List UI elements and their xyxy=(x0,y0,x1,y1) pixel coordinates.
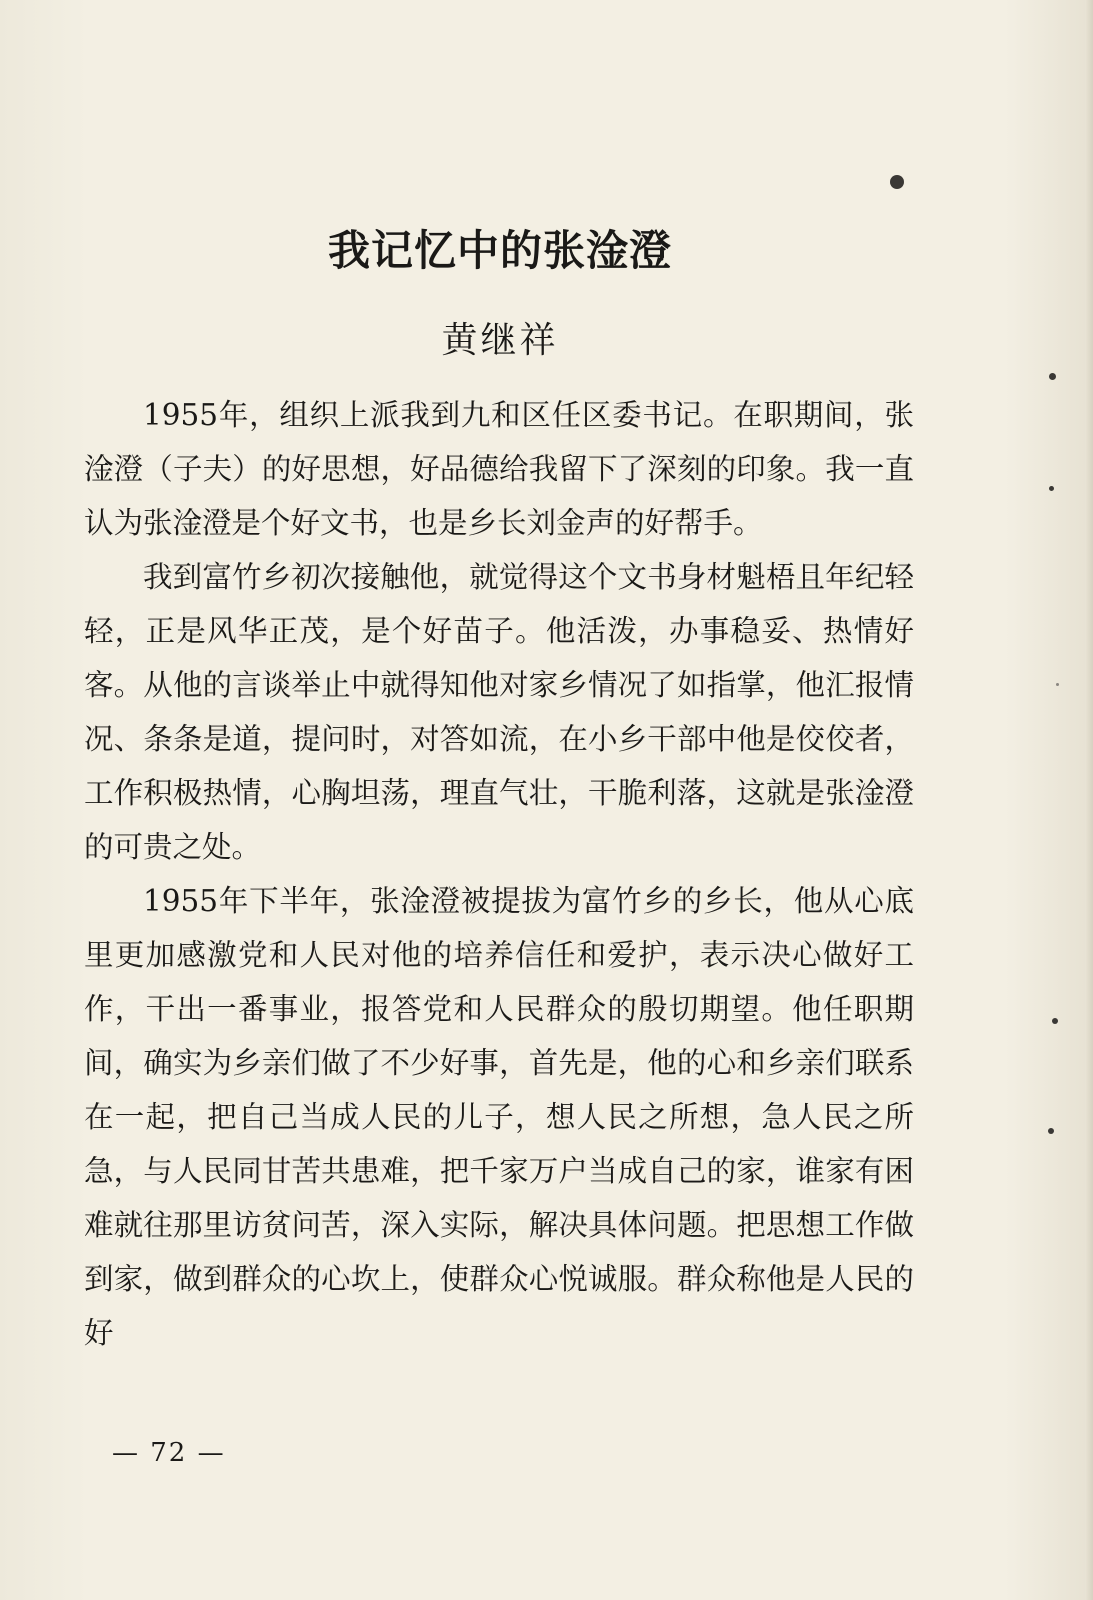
ink-speck xyxy=(1056,683,1059,686)
ink-speck xyxy=(1048,1128,1054,1134)
article-author: 黄继祥 xyxy=(441,320,559,361)
article-title: 我记忆中的张淦澄 xyxy=(327,226,672,275)
page-number: — 72 — xyxy=(112,1438,226,1468)
ink-speck xyxy=(1052,1018,1058,1024)
paragraph-3: 1955年下半年，张淦澄被提拔为富竹乡的乡长，他从心底里更加感激党和人民对他的培养信任和爱护，表示决心做好工作，干出一番事业，报答党和人民群众的殷切期望。他任职期间，确实为乡亲们做了不少好事，首先是，他的心和乡亲们联系在一起，把自己当成人民的儿子，想人民之所想，急人民之所急，与人民同甘苦共患难，把千家万户当成自己的家，谁家有困难就往那里访贫问苦，深入实际，解决具体问题。把思想工作做到家，做到群众的心坎上，使群众心悦诚服。群众称他是人民的好 xyxy=(84,884,914,1350)
page-edge xyxy=(1085,0,1093,1600)
ink-speck xyxy=(890,175,904,189)
paragraph-1: 1955年，组织上派我到九和区任区委书记。在职期间，张淦澄（子夫）的好思想，好品德给我留下了深刻的印象。我一直认为张淦澄是个好文书，也是乡长刘金声的好帮手。 xyxy=(84,398,914,540)
ink-speck xyxy=(1049,373,1056,380)
ink-speck xyxy=(1049,486,1054,491)
article-body xyxy=(84,388,914,1360)
paragraph-2: 我到富竹乡初次接触他，就觉得这个文书身材魁梧且年纪轻轻，正是风华正茂，是个好苗子。他活泼，办事稳妥、热情好客。从他的言谈举止中就得知他对家乡情况了如指掌，他汇报情况、条条是道，提问时，对答如流，在小乡干部中他是佼佼者，工作积极热情，心胸坦荡，理直气壮，干脆利落，这就是张淦澄的可贵之处。 xyxy=(84,560,914,864)
